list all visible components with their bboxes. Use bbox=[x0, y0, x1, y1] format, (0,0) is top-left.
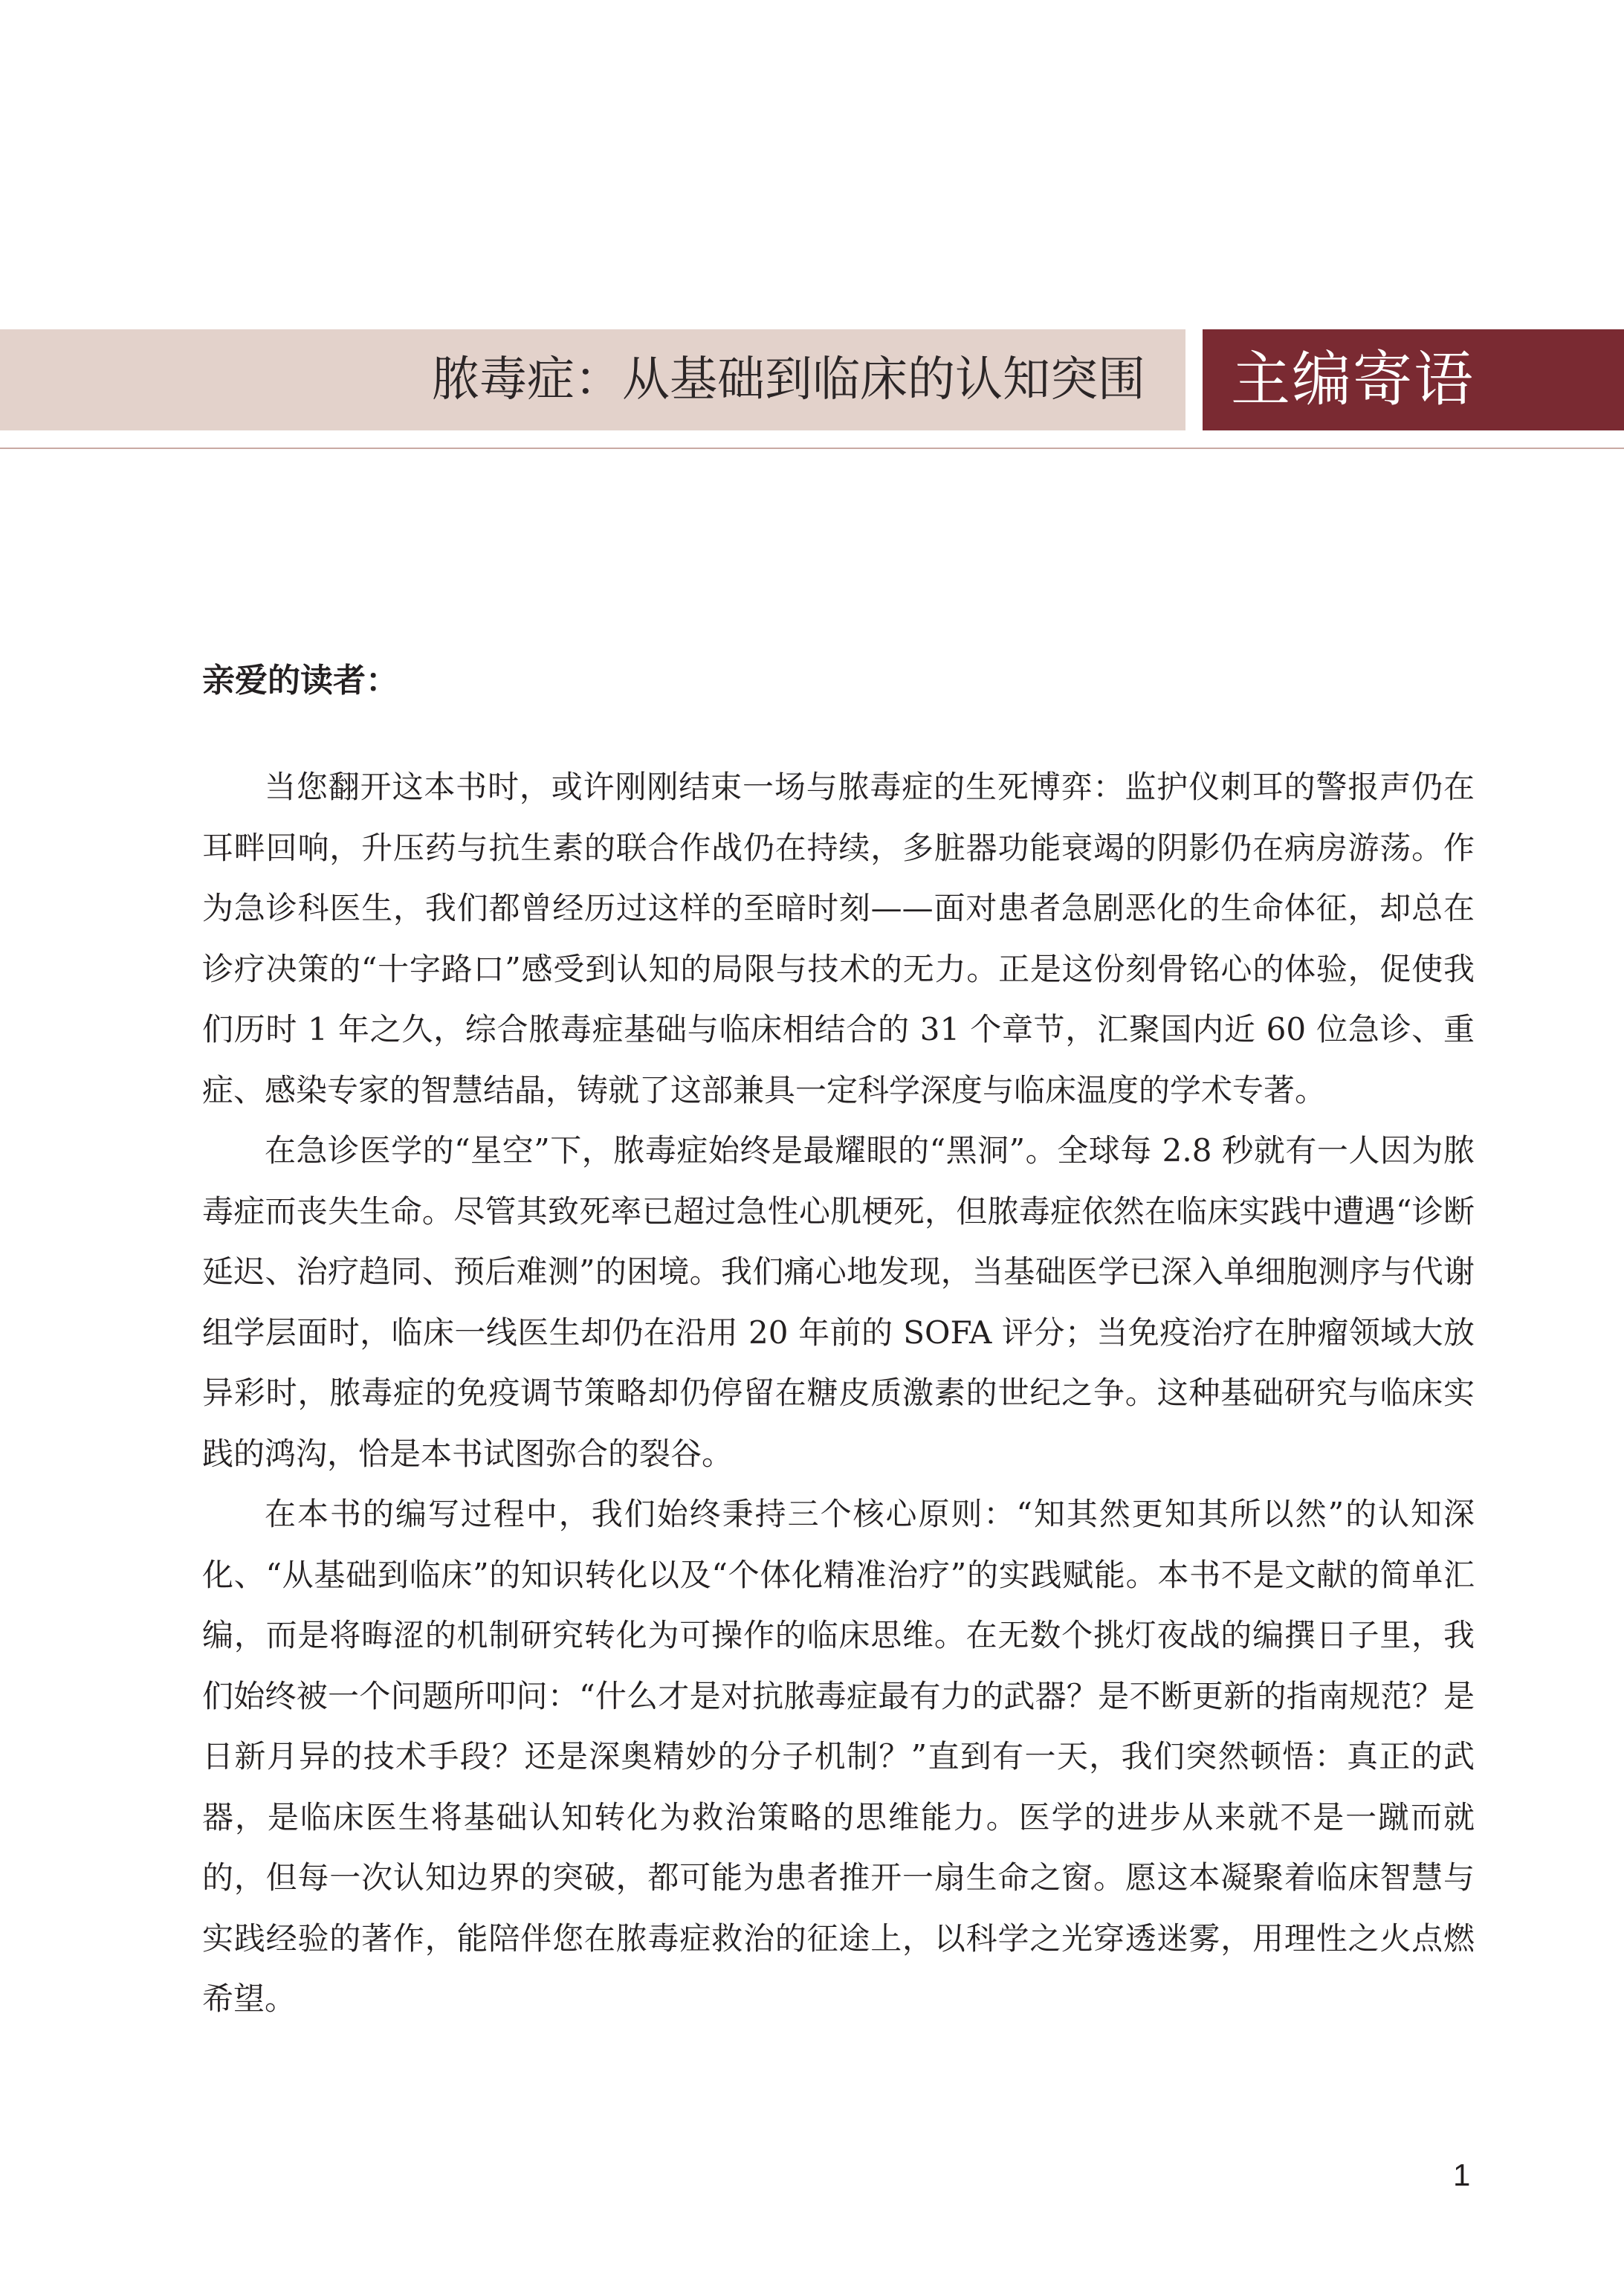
paragraph: 在急诊医学的“星空”下，脓毒症始终是最耀眼的“黑洞”。全球每 2.8 秒就有一人因为脓毒症而丧失生命。尽管其致死率已超过急性心肌梗死，但脓毒症依然在临床实践中遭遇“诊断延迟、治疗趋同、预后难测”的困境。我们痛心地发现，当基础医学已深入单细胞测序与代谢组学层面时，临床一线医生却仍在沿用 20 年前的 SOFA 评分；当免疫治疗在肿瘤领域大放异彩时，脓毒症的免疫调节策略却仍停留在糖皮质激素的世纪之争。这种基础研究与临床实践的鸿沟，恰是本书试图弥合的裂谷。 bbox=[202, 1132, 1475, 1472]
paragraph: 当您翻开这本书时，或许刚刚结束一场与脓毒症的生死博弈：监护仪刺耳的警报声仍在耳畔回响，升压药与抗生素的联合作战仍在持续，多脏器功能衰竭的阴影仍在病房游荡。作为急诊科医生，我们都曾经历过这样的至暗时刻——面对患者急剧恶化的生命体征，却总在诊疗决策的“十字路口”感受到认知的局限与技术的无力。正是这份刻骨铭心的体验，促使我们历时 1 年之久，综合脓毒症基础与临床相结合的 31 个章节，汇聚国内近 60 位急诊、重症、感染专家的智慧结晶，铸就了这部兼具一定科学深度与临床温度的学术专著。 bbox=[202, 769, 1475, 1108]
salutation: 亲爱的读者： bbox=[202, 662, 398, 700]
header-band bbox=[0, 329, 1185, 430]
book-title: 脓毒症：从基础到临床的认知突围 bbox=[432, 352, 1145, 407]
section-title-box bbox=[1203, 329, 1624, 430]
page-number: 1 bbox=[1453, 2157, 1471, 2192]
paragraph: 在本书的编写过程中，我们始终秉持三个核心原则：“知其然更知其所以然”的认知深化、“从基础到临床”的知识转化以及“个体化精准治疗”的实践赋能。本书不是文献的简单汇编，而是将晦涩的机制研究转化为可操作的临床思维。在无数个挑灯夜战的编撰日子里，我们始终被一个问题所叩问：“什么才是对抗脓毒症最有力的武器？是不断更新的指南规范？是日新月异的技术手段？还是深奥精妙的分子机制？”直到有一天，我们突然顿悟：真正的武器，是临床医生将基础认知转化为救治策略的思维能力。医学的进步从来就不是一蹴而就的，但每一次认知边界的突破，都可能为患者推开一扇生命之窗。愿这本凝聚着临床智慧与实践经验的著作，能陪伴您在脓毒症救治的征途上，以科学之光穿透迷雾，用理性之火点燃希望。 bbox=[202, 1496, 1475, 2017]
letter-body bbox=[202, 757, 1475, 2029]
section-title: 主编寄语 bbox=[1231, 345, 1475, 414]
header-divider bbox=[0, 448, 1624, 449]
